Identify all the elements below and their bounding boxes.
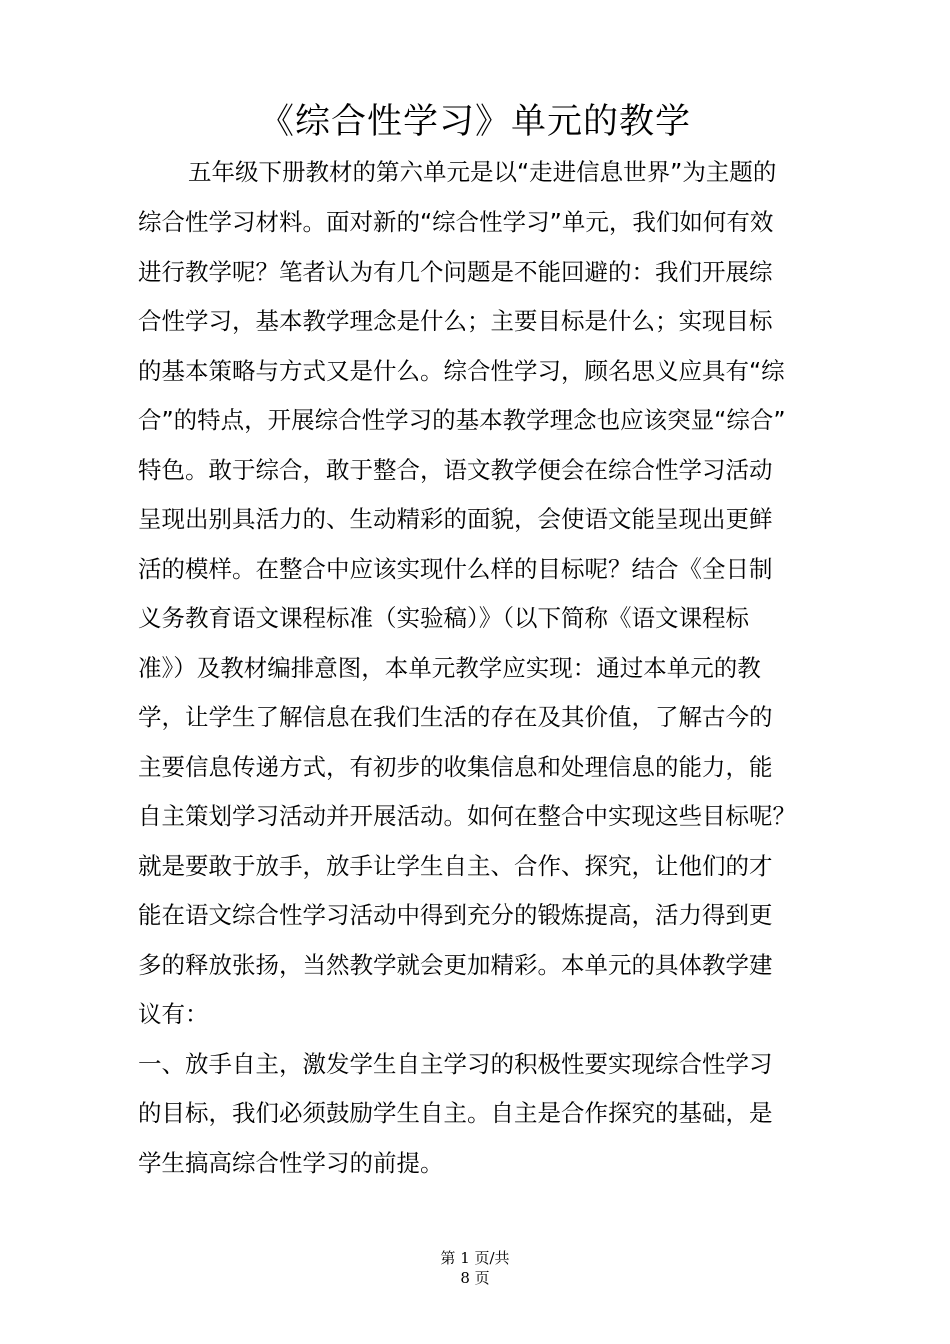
paragraph-line: 多的释放张扬，当然教学就会更加精彩。本单元的具体教学建 (138, 951, 773, 979)
document-title: 《综合性学习》单元的教学 (258, 102, 691, 142)
paragraph-line: 就是要敢于放手，放手让学生自主、合作、探究，让他们的才 (138, 852, 773, 880)
paragraph-line: 能在语文综合性学习活动中得到充分的锻炼提高，活力得到更 (138, 901, 773, 929)
paragraph-line: 主要信息传递方式，有初步的收集信息和处理信息的能力，能 (138, 753, 773, 781)
section-heading-line: 一、放手自主，激发学生自主学习的积极性要实现综合性学习 (138, 1050, 773, 1078)
page-number-line-2: 8 页 (460, 1269, 490, 1287)
paragraph-line: 的目标，我们必须鼓励学生自主。自主是合作探究的基础，是 (138, 1099, 773, 1127)
paragraph-line: 准》）及教材编排意图，本单元教学应实现：通过本单元的教 (138, 654, 761, 682)
page-number-line-1: 第 1 页/共 (440, 1249, 510, 1267)
paragraph-line: 综合性学习材料。面对新的“综合性学习”单元，我们如何有效 (138, 208, 774, 236)
paragraph-line: 学生搞高综合性学习的前提。 (138, 1149, 444, 1177)
paragraph-line: 呈现出别具活力的、生动精彩的面貌，会使语文能呈现出更鲜 (138, 505, 773, 533)
paragraph-line: 进行教学呢？笔者认为有几个问题是不能回避的：我们开展综 (138, 258, 773, 286)
paragraph-line: 活的模样。在整合中应该实现什么样的目标呢？结合《全日制 (138, 555, 773, 583)
paragraph-line: 议有： (138, 1000, 209, 1028)
paragraph-line: 学，让学生了解信息在我们生活的存在及其价值，了解古今的 (138, 703, 773, 731)
paragraph-line: 合”的特点，开展综合性学习的基本教学理念也应该突显“综合” (138, 406, 786, 434)
paragraph-line: 义务教育语文课程标准（实验稿）》（以下简称《语文课程标 (138, 604, 749, 632)
paragraph-line: 合性学习，基本教学理念是什么；主要目标是什么；实现目标 (138, 307, 773, 335)
paragraph-line: 特色。敢于综合，敢于整合，语文教学便会在综合性学习活动 (138, 456, 773, 484)
paragraph-line: 五年级下册教材的第六单元是以“走进信息世界”为主题的 (188, 158, 777, 186)
paragraph-line: 的基本策略与方式又是什么。综合性学习，顾名思义应具有“综 (138, 357, 785, 385)
paragraph-line: 自主策划学习活动并开展活动。如何在整合中实现这些目标呢？ (138, 802, 796, 830)
